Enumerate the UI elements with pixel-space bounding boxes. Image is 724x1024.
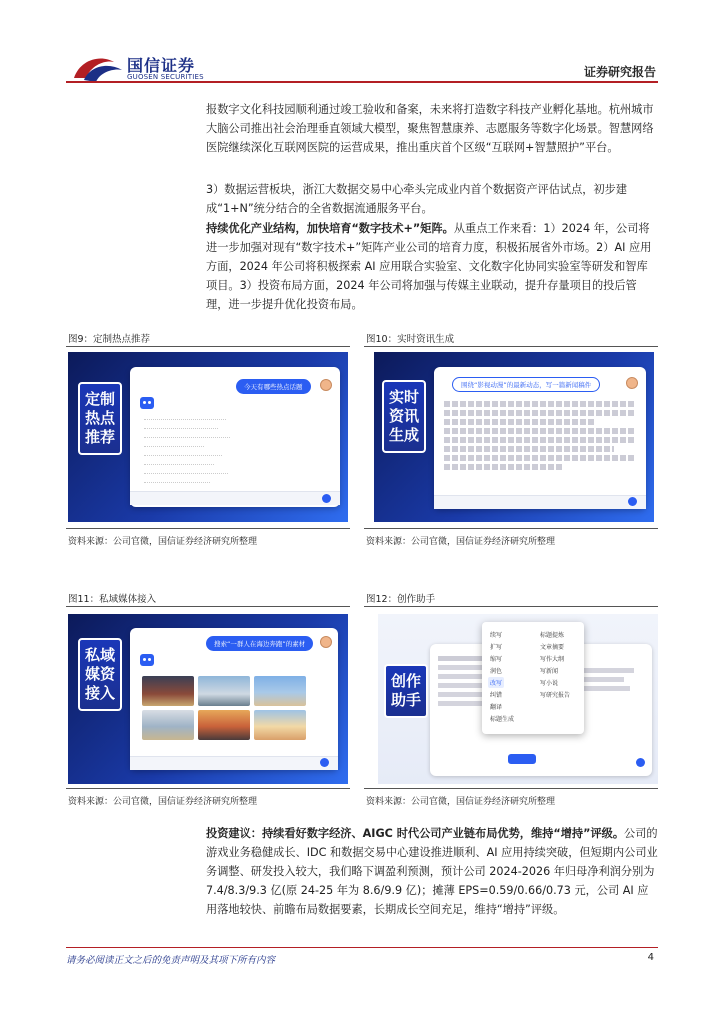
menu-item[interactable]: 写作大纲	[540, 656, 565, 663]
media-thumbnail[interactable]	[142, 710, 194, 740]
figure-11-source: 资料来源：公司官微，国信证券经济研究所整理	[68, 797, 258, 807]
paragraph-industry-structure	[206, 219, 658, 314]
figure-10-title: 图10：实时资讯生成	[366, 334, 455, 345]
menu-item[interactable]: 扩写	[490, 644, 503, 651]
figure-9-bottom-rule	[66, 528, 350, 529]
editor-side-panel	[584, 668, 644, 695]
query-bubble: 搜索“一群人在海边奔跑”的素材	[206, 636, 313, 651]
menu-item[interactable]: 写新闻	[540, 668, 559, 675]
figure-10-top-rule	[364, 346, 658, 347]
menu-item[interactable]: 文章摘要	[540, 644, 565, 651]
figure-11-title: 图11：私域媒体接入	[68, 594, 157, 605]
figure-12-bottom-rule	[364, 788, 658, 789]
figure-11-label: 私域媒资接入	[78, 638, 122, 711]
figure-10-image	[374, 352, 654, 522]
chat-input[interactable]	[130, 756, 338, 770]
chat-window	[434, 367, 646, 509]
figure-12-image	[378, 614, 658, 784]
figure-11-image	[68, 614, 348, 784]
figure-12-label: 创作助手	[384, 664, 428, 718]
figure-12-source: 资料来源：公司官微，国信证券经济研究所整理	[366, 797, 556, 807]
hotspot-list	[144, 411, 244, 501]
bot-icon	[140, 397, 154, 409]
brand-name-en: GUOSEN SECURITIES	[127, 73, 204, 81]
figure-10-bottom-rule	[364, 528, 658, 529]
brand-name: 国信证券	[127, 56, 196, 75]
figure-9-source: 资料来源：公司官微，国信证券经济研究所整理	[68, 537, 258, 547]
menu-item[interactable]: 翻译	[490, 704, 503, 711]
media-thumbnail[interactable]	[142, 676, 194, 706]
user-avatar-icon	[626, 377, 638, 389]
menu-item[interactable]: 标题生成	[490, 716, 515, 723]
figure-12-title: 图12：创作助手	[366, 594, 436, 605]
figure-11-bottom-rule	[66, 788, 350, 789]
media-thumbnail[interactable]	[254, 676, 306, 706]
paragraph-investment-advice	[206, 824, 658, 919]
menu-item[interactable]: 续写	[490, 632, 503, 639]
user-avatar-icon	[320, 379, 332, 391]
paragraph-body: 从重点工作来看：1）2024 年，公司将进一步加强对现有“数字技术+”矩阵产业公司的培育力度，积极拓展省外市场。2）AI 应用方面，2024 年公司将积极探索 AI 应用联合实验室、文化数字化协同实验室等研发和智库项目。3）投资布局方面，2024 年公司将加强与传媒主业联动，提升存量项目的投后管理，进一步提升优化投资布局。	[206, 222, 652, 311]
user-avatar-icon	[320, 636, 332, 648]
menu-item[interactable]: 缩写	[490, 656, 503, 663]
footer-disclaimer: 请务必阅读正文之后的免责声明及其项下所有内容	[66, 955, 276, 966]
query-bubble: 围绕“影视动漫”的最新动态，写一篇新闻稿件	[452, 377, 600, 392]
menu-item-selected[interactable]: 改写	[488, 677, 504, 688]
send-icon[interactable]	[322, 494, 331, 503]
menu-item[interactable]: 纠错	[490, 692, 503, 699]
paragraph-body: 公司的游戏业务稳健成长、IDC 和数据交易中心建设推进顺利、AI 应用持续突破，但短期内公司业务调整、研发投入较大，我们略下调盈利预测，预计公司 2024-2026 年归母净利润分别为 7.4/8.3/9.3 亿(原 24-25 年为 8.6/9.9 亿)；摊薄 EPS=0.59/0.66/0.73 元，公司 AI 应用落地较快、前瞻布局数据要素，长期成长空间充足，维持“增持”评级。	[206, 827, 658, 916]
chat-input[interactable]	[434, 495, 646, 509]
guosen-logo-icon	[70, 50, 126, 84]
figure-9-top-rule	[66, 346, 350, 347]
chat-window	[130, 367, 340, 507]
paragraph-data-operation: 3）数据运营板块，浙江大数据交易中心牵头完成业内首个数据资产评估试点，初步建成“1+N”统分结合的全省数据流通服务平台。	[206, 183, 628, 215]
figure-12-top-rule	[364, 606, 658, 607]
paragraph-lead: 投资建议：持续看好数字经济、AIGC 时代公司产业链布局优势，维持“增持”评级。	[206, 827, 625, 840]
paragraph-digital-culture: 报数字文化科技园顺利通过竣工验收和备案，未来将打造数字科技产业孵化基地。杭州城市大脑公司推出社会治理垂直领域大模型，聚焦智慧康养、志愿服务等数字化场景。智慧网络医院继续深化互联网医院的运营成果，推出重庆首个区级“互联网+智慧照护”平台。	[206, 103, 654, 154]
footer-divider	[66, 947, 658, 948]
bot-icon	[140, 654, 154, 666]
figure-10-label: 实时资讯生成	[382, 380, 426, 453]
figure-9-image	[68, 352, 348, 522]
report-type-label: 证券研究报告	[583, 65, 656, 79]
menu-item[interactable]: 标题提炼	[540, 632, 565, 639]
chat-input[interactable]	[130, 491, 340, 505]
figure-9-title: 图9：定制热点推荐	[68, 334, 151, 345]
page-number: 4	[647, 952, 654, 963]
figure-10-source: 资料来源：公司官微，国信证券经济研究所整理	[366, 537, 556, 547]
chat-window	[130, 628, 338, 770]
assistant-menu[interactable]	[482, 622, 584, 734]
send-icon[interactable]	[628, 497, 637, 506]
page-header	[0, 0, 724, 84]
figure-11-top-rule	[66, 606, 350, 607]
header-divider	[66, 81, 658, 83]
send-icon[interactable]	[320, 758, 329, 767]
generated-article	[444, 401, 636, 473]
send-icon[interactable]	[636, 758, 645, 767]
menu-item[interactable]: 写小说	[540, 680, 559, 687]
media-thumbnail[interactable]	[254, 710, 306, 740]
menu-item[interactable]: 写研究报告	[540, 692, 571, 699]
paragraph-lead: 持续优化产业结构，加快培育“数字技术+”矩阵。	[206, 222, 454, 235]
media-thumbnail[interactable]	[198, 676, 250, 706]
query-bubble: 今天有哪些热点话题	[236, 379, 311, 394]
media-thumbnail[interactable]	[198, 710, 250, 740]
menu-item[interactable]: 润色	[490, 668, 503, 675]
generate-button[interactable]	[508, 754, 536, 764]
figure-9-label: 定制热点推荐	[78, 382, 122, 455]
